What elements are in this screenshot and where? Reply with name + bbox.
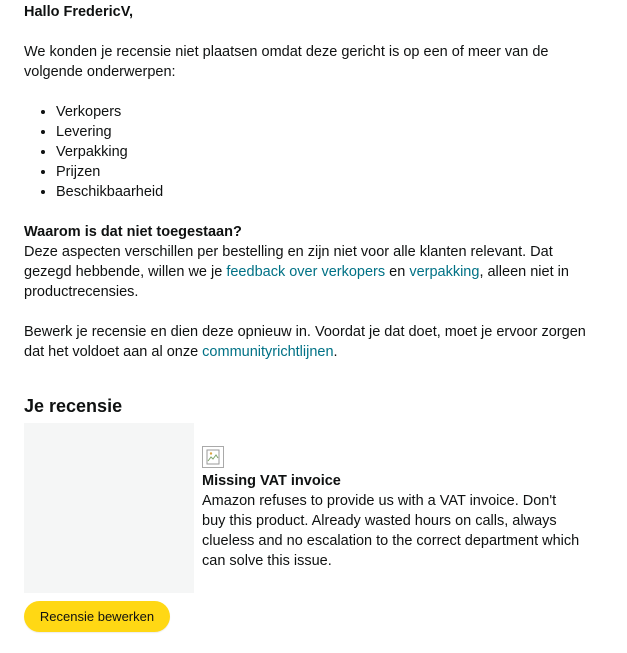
intro-text: We konden je recensie niet plaatsen omdat deze gericht is op een of meer van de volgende onderwerpen: [24,44,549,80]
why-text [24,242,604,302]
edit-text-after: . [333,344,338,360]
list-item: • Verpakking [56,142,163,162]
community-guidelines-link[interactable]: communityrichtlijnen [202,344,334,360]
why-heading: Waarom is dat niet toegestaan? [24,224,242,240]
topic-list [24,102,163,202]
why-text-before: Deze aspecten verschillen per bestelling en zijn niet voor alle klanten relevant. Dat gezegd hebbende, willen we je [24,244,553,280]
list-item: • Prijzen [56,162,163,182]
greeting: Hallo FredericV, [24,4,134,20]
seller-feedback-link[interactable]: feedback over verkopers [226,264,386,280]
list-item: • Levering [56,122,163,142]
edit-text-before: Bewerk je recensie en dien deze opnieuw in. Voordat je dat doet, moet je ervoor zorgen dat het voldoet aan al onze [24,324,586,360]
why-text-after: , alleen niet in productrecensies. [24,264,569,300]
why-text-middle: en [385,264,410,280]
review-title: Missing VAT invoice [202,473,341,489]
review-body: Amazon refuses to provide us with a VAT invoice. Don't buy this product. Already wasted hours on calls, always clueless and no escalation to the correct department which can solve this issue. [202,493,580,569]
list-item: • Beschikbaarheid [56,182,163,202]
packaging-feedback-link[interactable]: verpakking [409,264,480,280]
edit-instruction-text [24,322,604,362]
broken-image-icon [202,446,224,468]
edit-review-button[interactable]: Recensie bewerken [24,601,170,632]
product-image [24,423,194,593]
review-section-heading: Je recensie [24,396,123,416]
list-item: • Verkopers [56,102,163,122]
